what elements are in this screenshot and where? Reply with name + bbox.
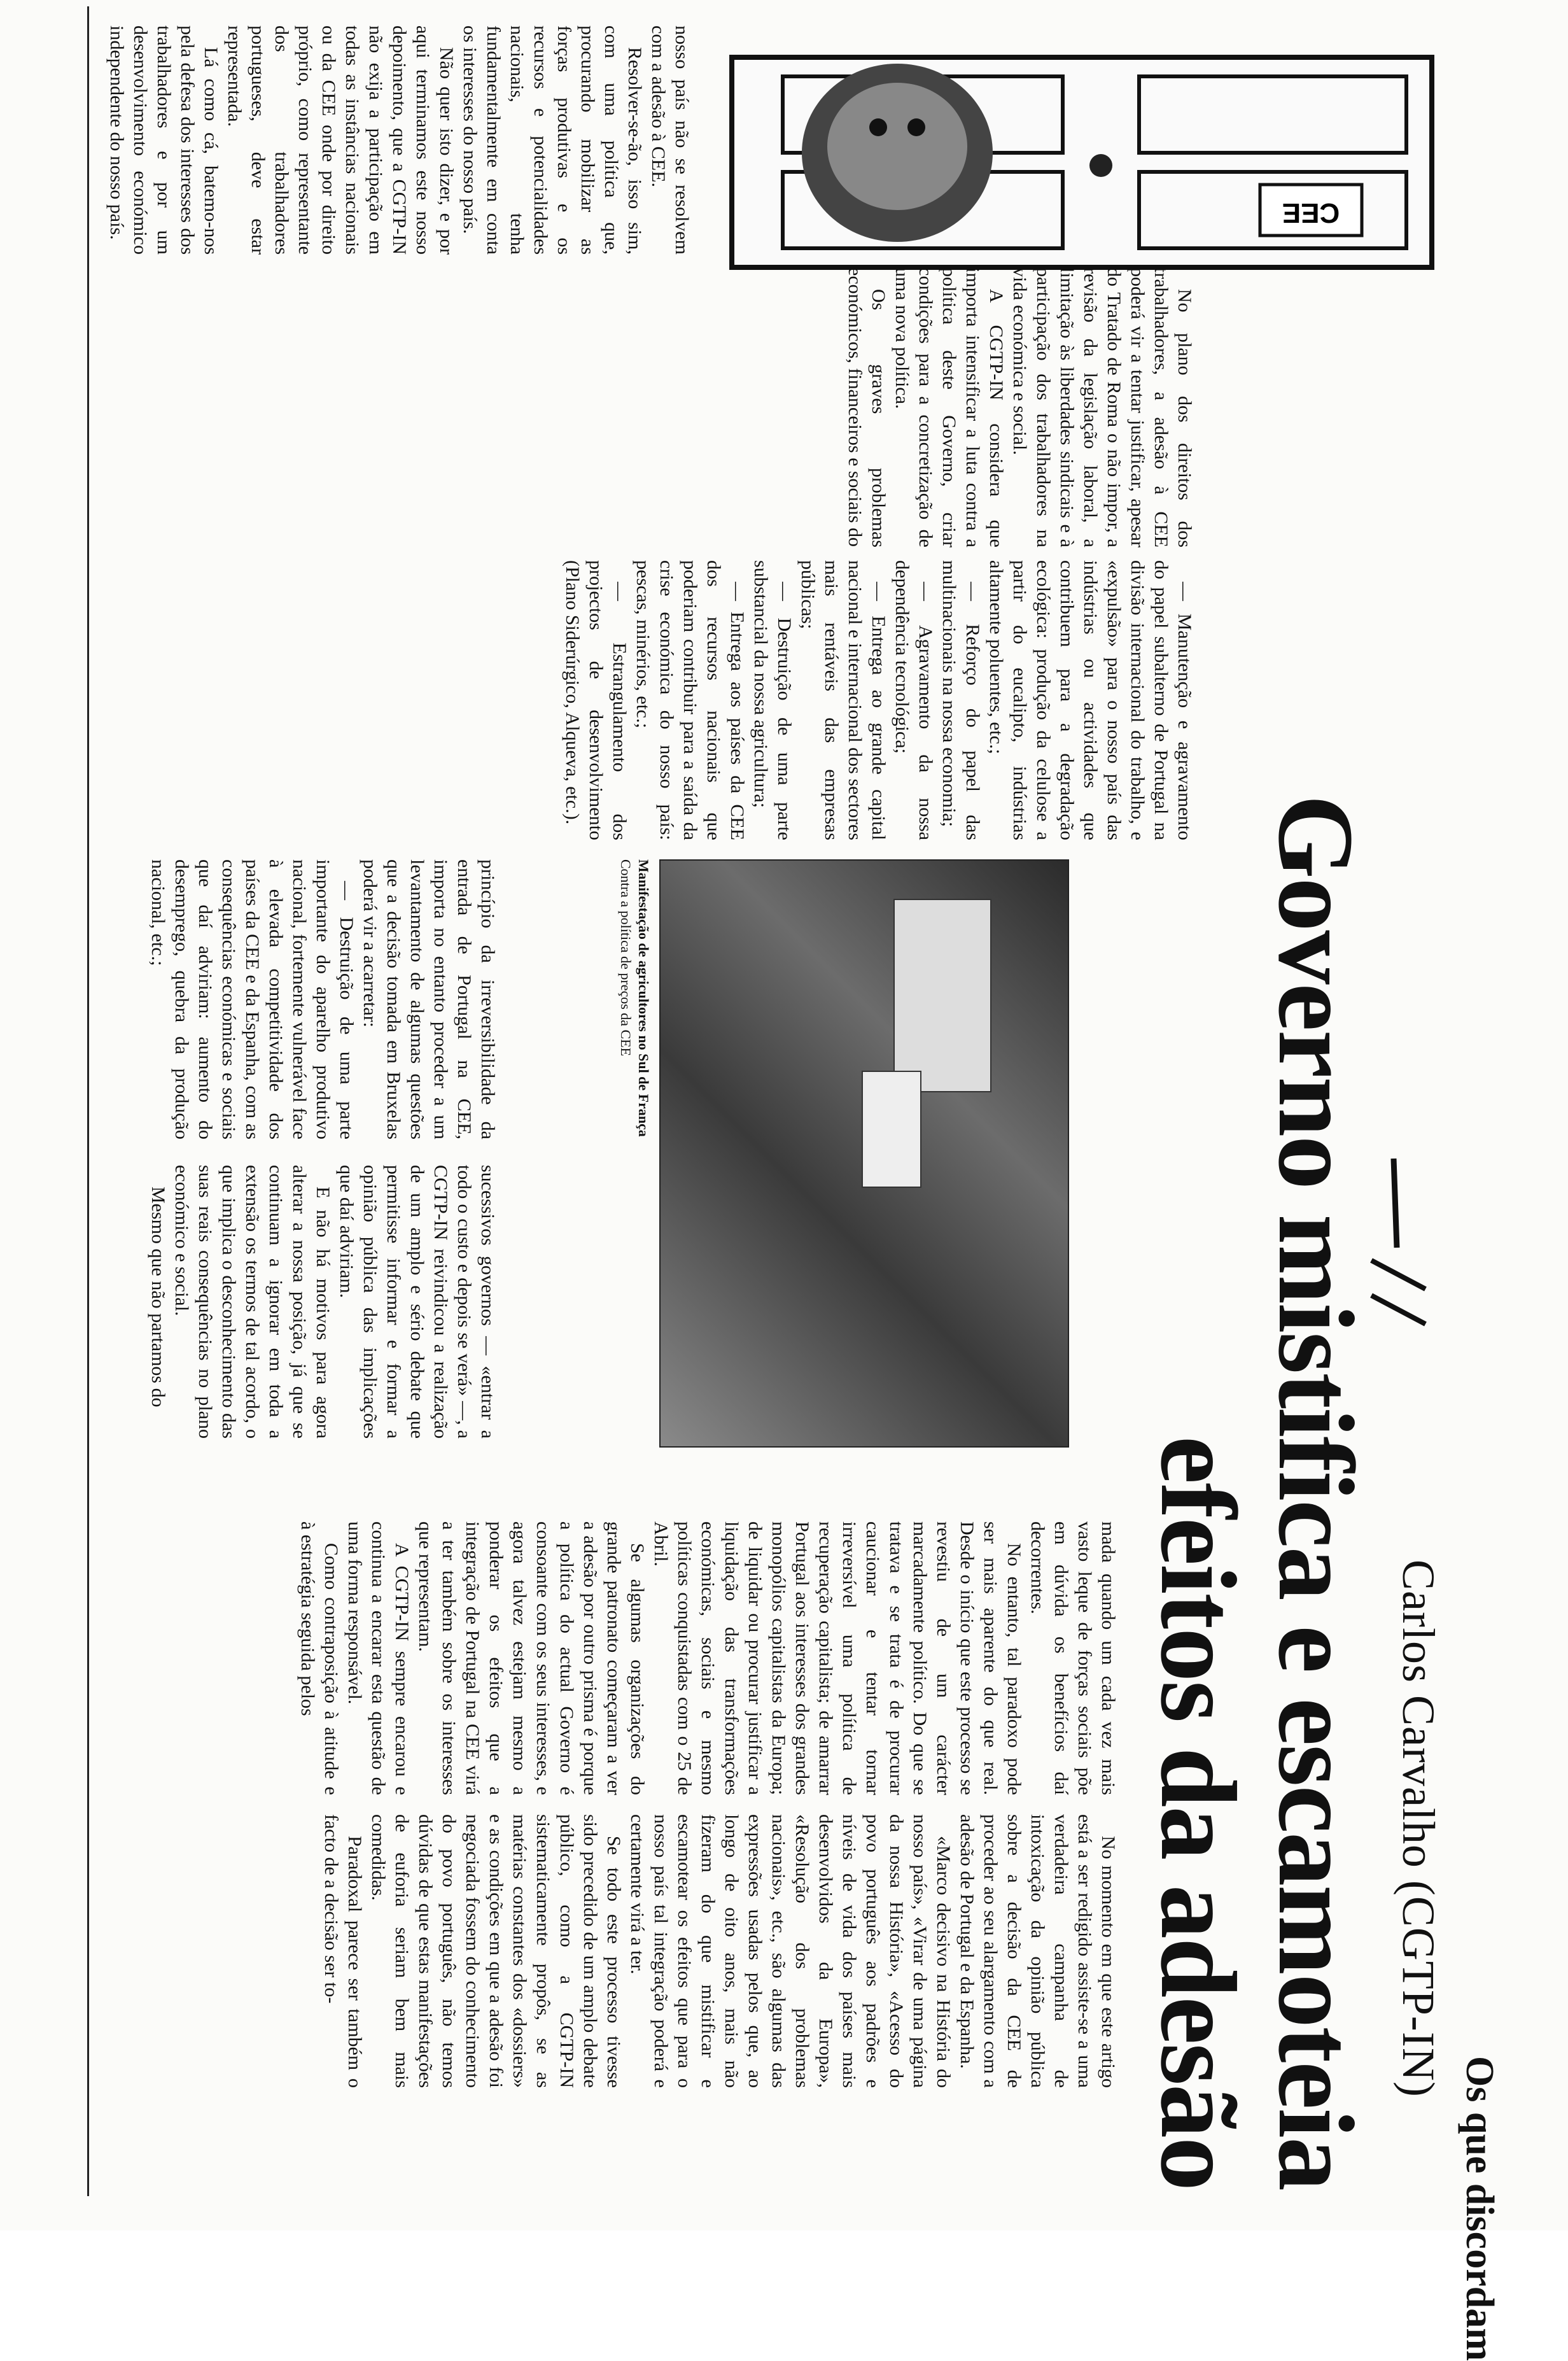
paragraph: E não há motivos para agora alterar a nossa posição, já que se continuam a ignorar em toda a extensão os termos de tal acordo, o que implica o desconhecimento das suas reais consequências no plano económico e social. — [171, 1165, 333, 1439]
paragraph: — Estrangulamento dos projectos de desenvolvimento (Plano Siderúrgico, Alqueva, etc.). — [562, 560, 630, 840]
paragraph: — Destruição de uma parte substancial da nossa agricultura; — [750, 560, 795, 840]
paragraph: A CGTP-IN sempre encarou e continua a encarar esta questão de uma forma responsável. — [344, 1521, 412, 1795]
paragraph: Os graves problemas económicos, financeiros e sociais do — [844, 267, 889, 547]
paragraph: Não quer isto dizer, e por aqui terminamos este nosso depoimento, que a CGTP-IN não exija a participação em todas as instâncias nacionais ou da CEE onde por direito próprio, como representante dos trabalhadores portugueses, deve estar representada. — [224, 25, 457, 255]
author-byline: Carlos Carvalho (CGTP-IN) — [1393, 1560, 1444, 2097]
article-column-4 — [118, 859, 500, 1139]
paragraph: — Destruição de uma parte importante do aparelho produtivo nacional, fortemente vulnerável face à elevada competitividade dos países da CEE e da Espanha, com as consequências económicas e sociais que daí adviriam: aumento do desemprego, quebra da produção nacional, etc.; — [148, 859, 357, 1139]
article-column-1 — [115, 1814, 1120, 2088]
bottom-rule — [87, 6, 89, 2196]
paragraph: nosso país não se resolvem com a adesão à CEE. — [648, 25, 692, 255]
article-column-6 — [115, 267, 1196, 547]
paragraph: Como contraposição à atitude e à estratégia seguida pelos — [297, 1521, 342, 1795]
paragraph: Paradoxal parece ser também o facto de a decisão ser to- — [321, 1814, 365, 2088]
paragraph: A CGTP-IN considera que importa intensificar a luta contra a política deste Governo, criar condições para a concretização de uma nova política. — [892, 267, 1007, 547]
paragraph: — Manutenção e agravamento do papel subalterno de Portugal na divisão internacional do trabalho, e «expulsão» para o nosso país das indústrias ou actividades que contribuem para a degradação ecológica: produção da celulose a partir do eucalipto, indústrias altamente poluentes, etc.; — [986, 560, 1195, 840]
paragraph: «Marco decisivo na História do nosso país», «Virar de uma página da nossa História», «Acesso do povo português aos padrões e níveis de vida dos países mais desenvolvidos da Europa», «Resolução dos problemas nacionais», etc., são algumas das expressões usadas pelos que, ao longo de oito anos, mais não fizeram do que mistificar e escamotear os efeitos que para o nosso país tal integração poderá e certamente virá a ter. — [627, 1814, 954, 2088]
cartoon-door-illustration — [713, 45, 1457, 286]
paragraph: Se algumas organizações do grande patronato começaram a ver a adesão por outro prisma é porque a política do actual Governo é consoante com os seus interesses, e agora talvez estejam mesmo a ponderar os efeitos que a integração de Portugal na CEE virá a ter também sobre os interesses que representam. — [415, 1521, 648, 1795]
paragraph: — Reforço do papel das multinacionais na nossa economia; — [939, 560, 983, 840]
paragraph: — Entrega ao grande capital nacional e internacional dos sectores mais rentáveis das empresas públicas; — [797, 560, 889, 840]
article-column-2 — [115, 1521, 1120, 1795]
photo-placard — [893, 899, 991, 1092]
article-column-7 — [106, 25, 694, 255]
article-column-3 — [118, 1165, 500, 1439]
caption-subtitle: Contra a política de preços da CEE — [618, 859, 634, 1057]
headline-line-1: Governo mistifica e escamoteia — [1256, 794, 1376, 2190]
paragraph: Mesmo que não partamos do — [148, 1187, 169, 1407]
paragraph: — Entrega aos países da CEE dos recursos nacionais que poderiam contribuir para a saída da crise económica do nosso país: pescas, minérios, etc.; — [633, 560, 748, 840]
paragraph: No momento em que este artigo está a ser redigido assiste-se a uma verdadeira campanha de intoxicação da opinião pública sobre a decisão da CEE de proceder ao seu alargamento com a adesão de Portugal e da Espanha. — [956, 1814, 1119, 2088]
paragraph: Resolver-se-ão, isso sim, com uma política que, procurando mobilizar as forças produtivas e os recursos e potencialidades nacionais, tenha fundamentalmente em conta os interesses do nosso país. — [459, 25, 645, 255]
paragraph: No plano dos direitos dos trabalhadores, a adesão à CEE poderá vir a tentar justificar, apesar do Tratado de Roma o não impor, a revisão da legislação laboral, a limitação às liberdades sindicais e à participação dos trabalhadores na vida económica e social. — [1009, 267, 1195, 547]
news-photo-farmers-protest — [659, 859, 1069, 1448]
caption-title: Manifestação de agricultores no Sul de França — [636, 859, 652, 1137]
section-label: Os que discordam — [1458, 2056, 1501, 2361]
paragraph: — Agravamento da nossa dependência tecnológica; — [892, 560, 936, 840]
paragraph: Se todo este processo tivesse sido precedido de um amplo debate público, como a CGTP-IN sistematicamente propôs, se as matérias constantes dos «dossiers» e as condições em que a adesão foi negociada fossem do conhecimento do povo português, não temos dúvidas de que estas manifestações de euforia seriam bem mais comedidas. — [368, 1814, 624, 2088]
newspaper-clipping — [70, 6, 1527, 2361]
headline-line-2: efeitos da adesão — [1138, 1435, 1258, 2190]
photo-placard — [862, 1071, 921, 1188]
door-sign: CEE — [1282, 197, 1340, 229]
photo-caption — [617, 859, 652, 1445]
paragraph: sucessivos governos — «entrar a todo o custo e depois se verá» —, a CGTP-IN reivindicou a realização de um amplo e sério debate que permitisse informar e formar a opinião pública das implicações que daí adviriam. — [336, 1165, 498, 1439]
article-column-5 — [115, 560, 1196, 840]
paragraph: Lá como cá, batemo-nos pela defesa dos interesses dos trabalhadores e por um desenvolvimento económico independente do nosso país. — [106, 25, 221, 255]
paragraph: mada quando um cada vez mais vasto leque de forças sociais põe em dúvida os benefícios daí decorrentes. — [1027, 1521, 1119, 1795]
paragraph: No entanto, tal paradoxo pode ser mais aparente do que real. Desde o início que este processo se revestiu de um carácter marcadamente político. Do que se tratava e se trata é de procurar caucionar e tentar tornar irreversível uma política de recuperação capitalista; de amarrar Portugal aos interesses dos grandes monopólios capitalistas da Europa; de liquidar ou procurar justificar a liquidação das transformações económicas, sociais e mesmo políticas conquistadas com o 25 de Abril. — [650, 1521, 1025, 1795]
paragraph: princípio da irreversibilidade da entrada de Portugal na CEE, importa no entanto proceder a um levantamento de algumas questões que a decisão tomada em Bruxelas poderá vir a acarretar: — [360, 859, 498, 1139]
headline — [1139, 662, 1375, 2190]
